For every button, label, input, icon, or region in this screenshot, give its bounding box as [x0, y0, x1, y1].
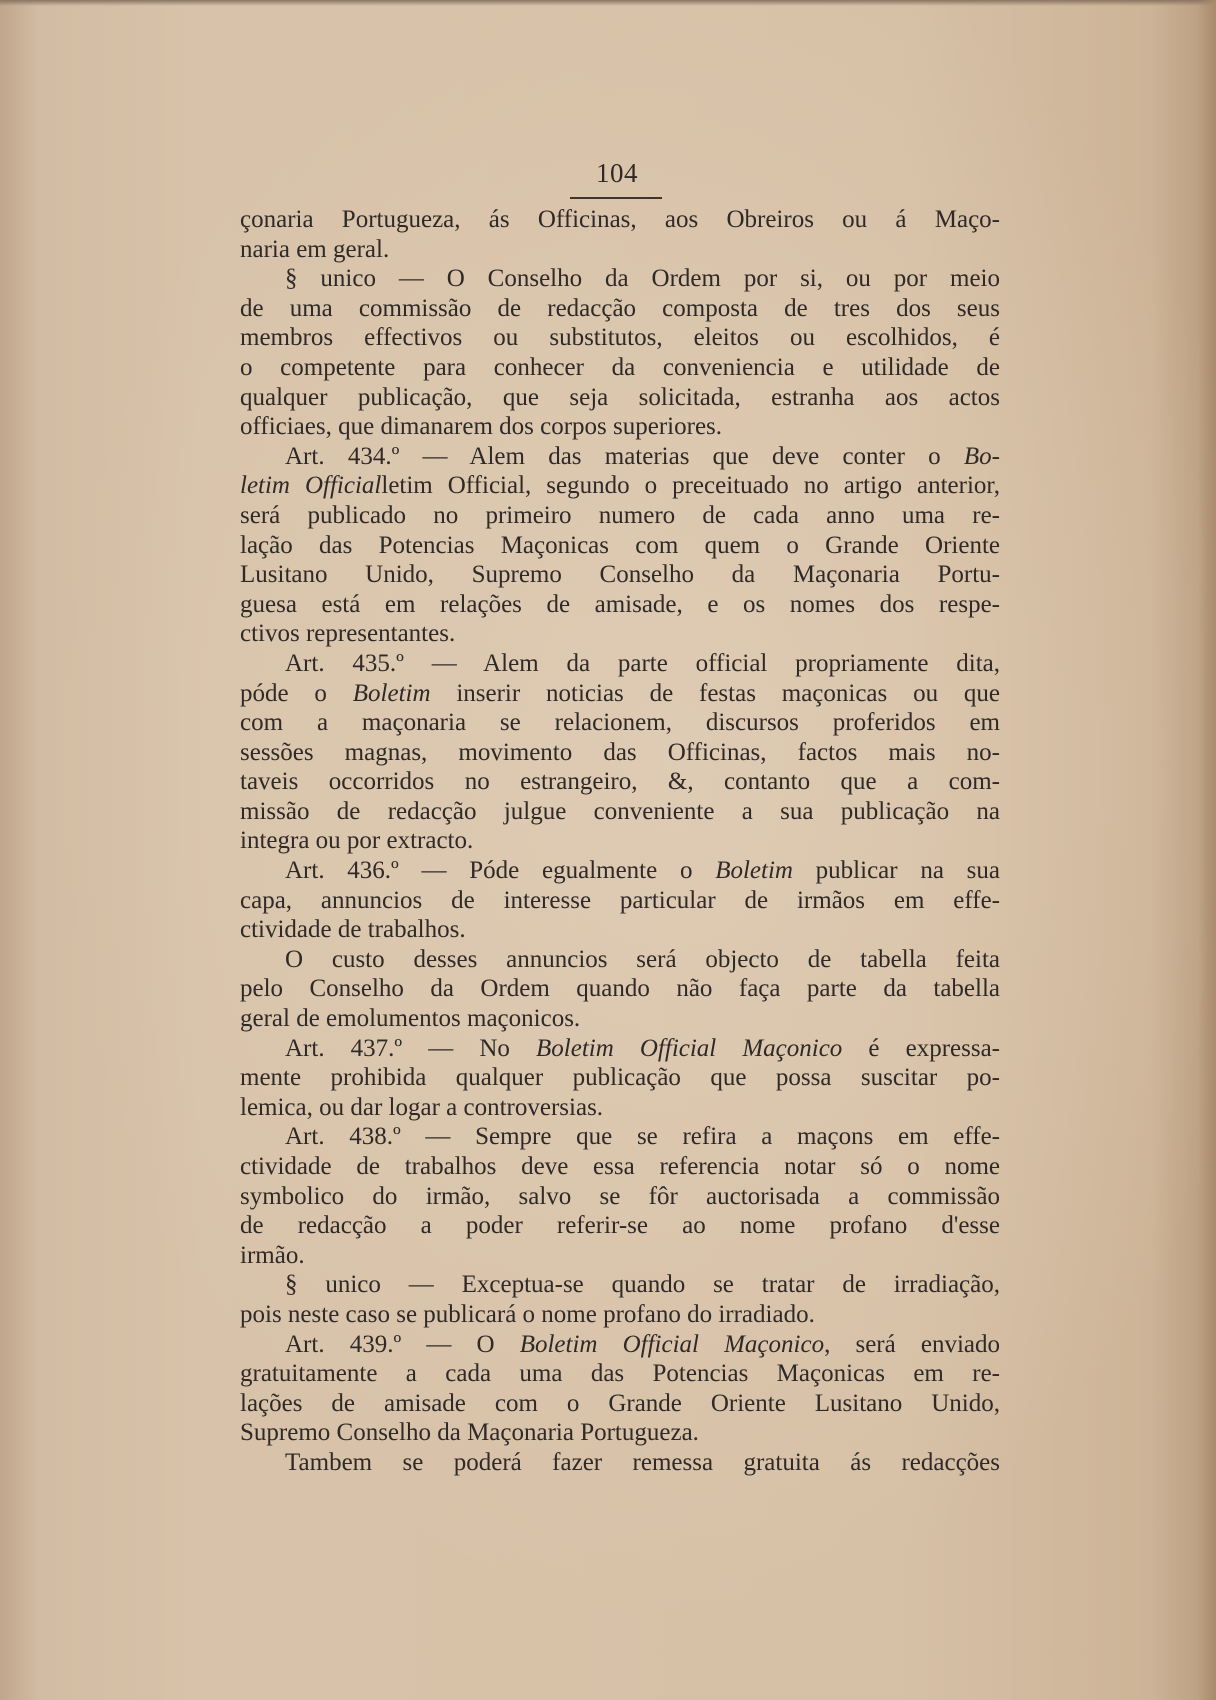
text-run: Art. 436.º — Póde egualmente o — [285, 857, 716, 885]
text-line: § unico — Exceptua-se quando se tratar de irradiação, — [285, 1271, 1000, 1299]
text-line: ctividade de trabalhos. — [240, 916, 466, 944]
italic-run: Bo- — [963, 442, 1000, 470]
text-line: integra ou por extracto. — [240, 827, 474, 855]
text-line — [240, 679, 1000, 709]
text-line: taveis occorridos no estrangeiro, &, contanto que a com- — [240, 768, 1000, 796]
body-text — [240, 205, 1000, 1478]
text-line: com a maçonaria se relacionem, discursos proferidos em — [240, 709, 1000, 737]
text-line: lação das Potencias Maçonicas com quem o Grande Oriente — [240, 531, 1000, 559]
text-run: Art. 439.º — O — [285, 1330, 520, 1358]
text-line: Lusitano Unido, Supremo Conselho da Maçonaria Portu- — [240, 561, 1000, 589]
text-line — [240, 1034, 1000, 1064]
text-line: pelo Conselho da Ordem quando não faça parte da tabella — [240, 975, 1000, 1003]
text-line: lações de amisade com o Grande Oriente Lusitano Unido, — [240, 1389, 1000, 1417]
italic-run: Boletim — [352, 679, 431, 707]
text-line: missão de redacção julgue conveniente a sua publicação na — [240, 797, 1000, 825]
text-line: officiaes, que dimanarem dos corpos superiores. — [240, 413, 723, 441]
text-line: irmão. — [240, 1241, 305, 1269]
text-line: lemica, ou dar logar a controversias. — [240, 1093, 604, 1121]
text-line — [240, 442, 1000, 472]
text-line: o competente para conhecer da conveniencia e utilidade de — [240, 353, 1000, 381]
text-line: Supremo Conselho da Maçonaria Portugueza. — [240, 1419, 699, 1447]
italic-run: letim Official — [240, 472, 382, 500]
text-line: § unico — O Conselho da Ordem por si, ou por meio — [285, 265, 1000, 293]
text-line: membros effectivos ou substitutos, eleitos ou escolhidos, é — [240, 324, 1000, 352]
text-line: qualquer publicação, que seja solicitada, estranha aos actos — [240, 383, 1000, 411]
text-run: publicar na sua — [792, 857, 1000, 885]
top-edge-rule — [0, 0, 1216, 6]
text-run: letim Official, segundo o preceituado no artigo anterior, — [381, 472, 1000, 500]
italic-run: Boletim — [715, 857, 793, 885]
text-line: O custo desses annuncios será objecto de tabella feita — [285, 945, 1000, 973]
text-line — [240, 856, 1000, 886]
right-page-edge — [1198, 0, 1216, 1700]
text-run: , será enviado — [824, 1330, 1000, 1358]
text-line: capa, annuncios de interesse particular de irmãos em effe- — [240, 886, 1000, 914]
text-line: gratuitamente a cada uma das Potencias Maçonicas em re- — [240, 1360, 1000, 1388]
text-line: naria em geral. — [240, 235, 390, 263]
text-line: pois neste caso se publicará o nome profano do irradiado. — [240, 1300, 815, 1328]
text-line: çonaria Portugueza, ás Officinas, aos Obreiros ou á Maço- — [240, 206, 1000, 233]
text-line: Art. 435.º — Alem da parte official propriamente dita, — [285, 649, 1000, 677]
margin-mark — [0, 1050, 14, 1076]
text-line: Tambem se poderá fazer remessa gratuita ás redacções — [285, 1448, 1000, 1476]
text-line: de uma commissão de redacção composta de tres dos seus — [240, 294, 1000, 322]
text-run: Art. 434.º — Alem das materias que deve conter o — [285, 442, 964, 470]
text-run: Art. 437.º — No — [285, 1034, 537, 1062]
text-run: inserir noticias de festas maçonicas ou que — [430, 679, 1000, 707]
text-line: geral de emolumentos maçonicos. — [240, 1005, 581, 1033]
text-line: será publicado no primeiro numero de cada anno uma re- — [240, 501, 1000, 529]
text-run: póde o — [240, 679, 353, 707]
italic-run: Boletim Official Maçonico — [536, 1034, 843, 1062]
text-line — [240, 471, 1000, 501]
text-line: Art. 438.º — Sempre que se refira a maçons em effe- — [285, 1123, 1000, 1151]
text-line: de redacção a poder referir-se ao nome profano d'esse — [240, 1212, 1000, 1240]
page-number: 104 — [596, 158, 638, 188]
text-line: sessões magnas, movimento das Officinas, factos mais no- — [240, 738, 1000, 766]
text-line: ctividade de trabalhos deve essa referencia notar só o nome — [240, 1153, 1000, 1180]
text-line — [240, 1330, 1000, 1360]
italic-run: Boletim Official Maçonico — [519, 1330, 825, 1358]
text-run: é expressa- — [842, 1034, 1000, 1062]
page-number-underline — [570, 197, 662, 199]
text-line: guesa está em relações de amisade, e os nomes dos respe- — [240, 590, 1000, 618]
text-line: ctivos representantes. — [240, 620, 456, 648]
text-line: symbolico do irmão, salvo se fôr auctorisada a commissão — [240, 1182, 1000, 1210]
text-line: mente prohibida qualquer publicação que possa suscitar po- — [240, 1064, 1000, 1092]
